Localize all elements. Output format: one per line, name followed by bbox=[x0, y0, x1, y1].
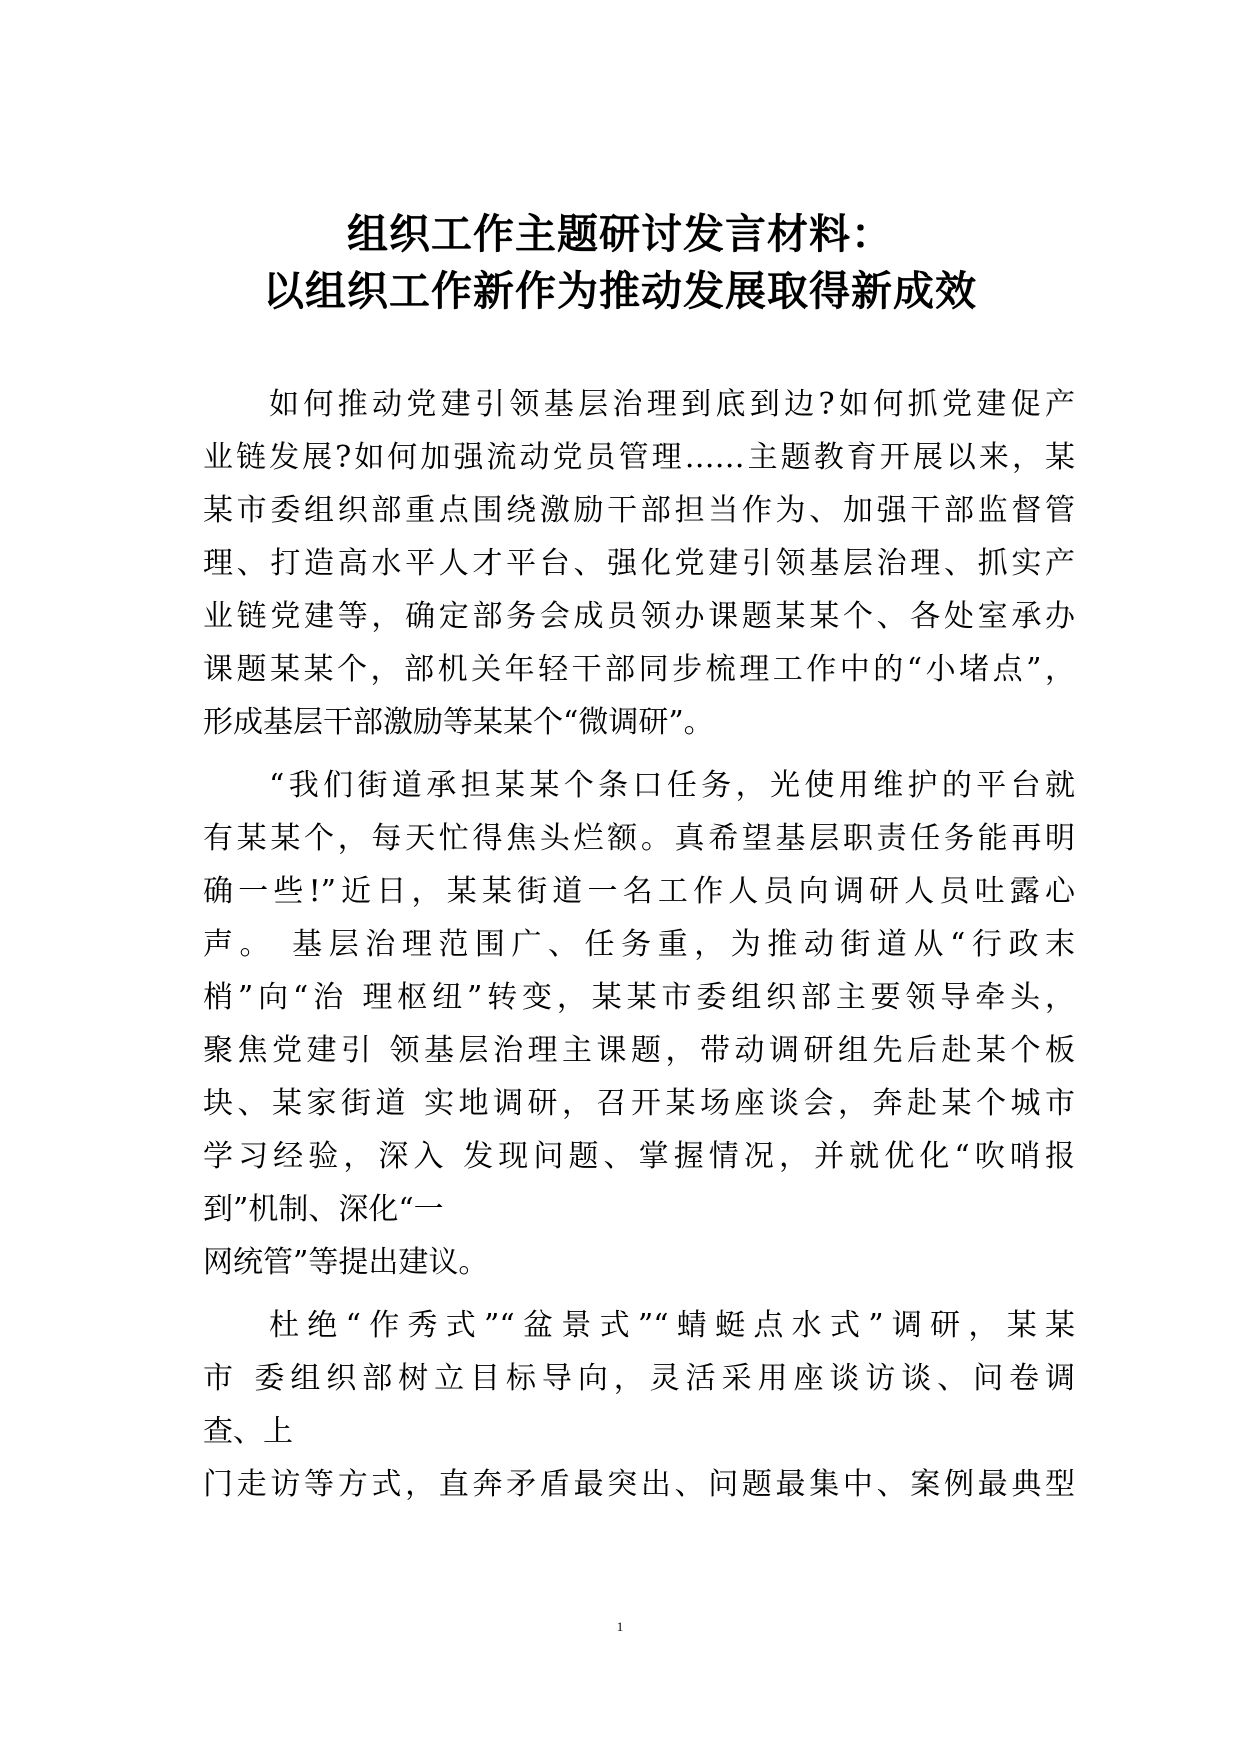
paragraph-2 bbox=[203, 759, 1075, 1289]
text-line: 业链发展?如何加强流动党员管理……主题教育开展以来，某 bbox=[203, 440, 1075, 475]
text-line: 理、打造高水平人才平台、强化党建引领基层治理、抓实产 bbox=[203, 546, 1075, 581]
text-line: 如何推动党建引领基层治理到底到边?如何抓党建促产 bbox=[269, 387, 1075, 422]
text-line: 课题某某个，部机关年轻干部同步梳理工作中的“小堵点”， bbox=[203, 652, 1075, 687]
text-line: 学习经验，深入 发现问题、掌握情况，并就优化“吹哨报 bbox=[203, 1139, 1075, 1174]
text-line: 某市委组织部重点围绕激励干部担当作为、加强干部监督管 bbox=[203, 493, 1075, 528]
text-line: 有某某个，每天忙得焦头烂额。真希望基层职责任务能再明 bbox=[203, 821, 1075, 856]
document-body bbox=[203, 378, 1075, 1511]
text-line: 聚焦党建引 领基层治理主课题，带动调研组先后赴某个板 bbox=[203, 1033, 1075, 1068]
document-title bbox=[150, 206, 1090, 320]
text-line: 业链党建等，确定部务会成员领办课题某某个、各处室承办 bbox=[203, 599, 1075, 634]
text-line: 块、某家街道 实地调研，召开某场座谈会，奔赴某个城市 bbox=[203, 1086, 1075, 1121]
text-line: 确一些!”近日，某某街道一名工作人员向调研人员吐露心 bbox=[203, 874, 1075, 909]
text-line: 网统管”等提出建议。 bbox=[203, 1245, 489, 1280]
paragraph-3 bbox=[203, 1299, 1075, 1511]
text-line: 到”机制、深化“一 bbox=[203, 1192, 444, 1227]
text-line: 门走访等方式，直奔矛盾最突出、问题最集中、案例最典型 bbox=[203, 1467, 1075, 1502]
title-line-2: 以组织工作新作为推动发展取得新成效 bbox=[263, 267, 977, 315]
text-line: 梢”向“治 理枢纽”转变，某某市委组织部主要领导牵头， bbox=[203, 980, 1075, 1015]
text-line: 杜绝“作秀式”“盆景式”“蜻蜓点水式”调研，某某 bbox=[269, 1308, 1075, 1343]
title-line-1: 组织工作主题研讨发言材料： bbox=[347, 210, 893, 258]
text-line: “我们街道承担某某个条口任务，光使用维护的平台就 bbox=[269, 768, 1075, 803]
text-line: 声。 基层治理范围广、任务重，为推动街道从“行政末 bbox=[203, 927, 1075, 962]
page-number: 1 bbox=[616, 1619, 624, 1634]
text-line: 查、上 bbox=[203, 1414, 293, 1449]
text-line: 形成基层干部激励等某某个“微调研”。 bbox=[203, 705, 714, 740]
paragraph-1 bbox=[203, 378, 1075, 749]
text-line: 市 委组织部树立目标导向，灵活采用座谈访谈、问卷调 bbox=[203, 1361, 1075, 1396]
